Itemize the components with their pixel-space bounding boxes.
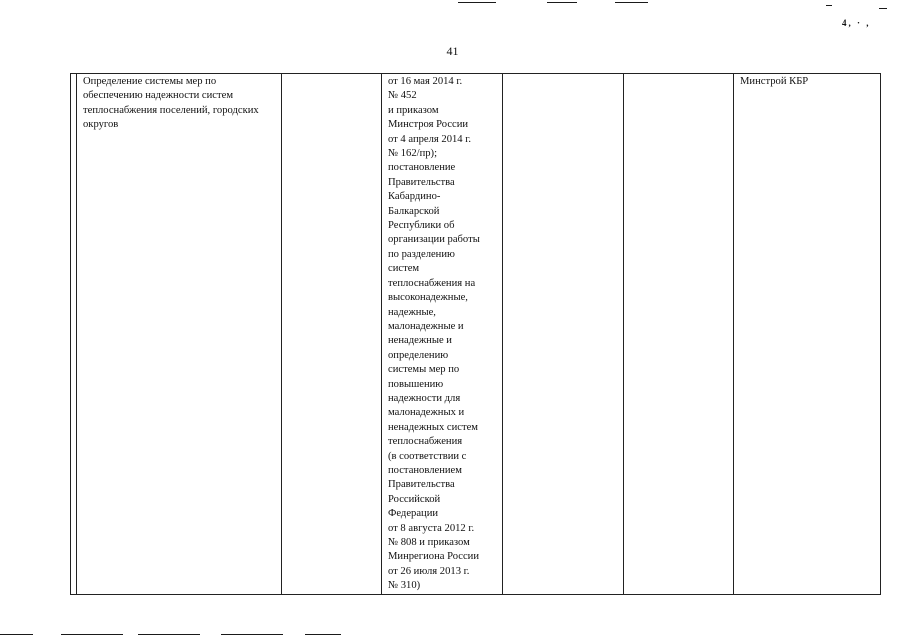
legal-basis-line: от 16 мая 2014 г. <box>388 76 463 87</box>
scan-line-top-4 <box>826 5 832 6</box>
scan-line-bottom-3 <box>138 634 200 635</box>
scan-line-bottom-4 <box>221 634 283 635</box>
legal-basis-line: (в соответствии с <box>388 450 467 462</box>
scan-line-top-2 <box>547 2 577 3</box>
legal-basis-line: ненадежных систем <box>388 421 478 433</box>
legal-basis-line: № 162/пр); <box>388 148 438 160</box>
legal-basis-line: Российской <box>388 493 441 505</box>
legal-basis-line: Правительства <box>388 176 455 188</box>
legal-basis-line: Балкарской <box>388 205 440 217</box>
legal-basis-line: надежности для <box>388 392 461 404</box>
legal-basis-line: малонадежных и <box>388 407 465 419</box>
scan-line-top-1 <box>458 2 496 3</box>
legal-basis-line: теплоснабжения <box>388 436 463 448</box>
measure-line: Определение системы мер по <box>83 76 217 87</box>
legal-basis-line: высоконадежные, <box>388 292 468 304</box>
legal-basis-line: ненадежные и <box>388 335 452 347</box>
legal-basis-line: и приказом <box>388 104 439 116</box>
legal-basis-text <box>388 75 498 594</box>
legal-basis-line: № 310) <box>388 580 421 592</box>
legal-basis-line: организации работы <box>388 234 480 246</box>
measure-line: округов <box>83 119 119 131</box>
legal-basis-line: системы мер по <box>388 364 460 376</box>
legal-basis-line: Минрегиона России <box>388 551 480 563</box>
legal-basis-line: по разделению <box>388 248 455 260</box>
legal-basis-line: от 4 апреля 2014 г. <box>388 133 472 145</box>
legal-basis-line: определению <box>388 349 449 361</box>
empty-cell <box>503 74 624 595</box>
table-row <box>71 74 881 595</box>
legal-basis-line: Республики об <box>388 220 455 232</box>
legal-basis-line: Минстроя России <box>388 119 469 131</box>
measure-line: теплоснабжения поселений, городских <box>83 104 259 116</box>
document-table <box>70 73 881 595</box>
scan-line-top-3 <box>615 2 648 3</box>
legal-basis-line: постановлением <box>388 464 462 476</box>
page-number: 41 <box>446 44 459 58</box>
legal-basis-line: систем <box>388 263 420 275</box>
legal-basis-line: № 452 <box>388 90 417 102</box>
legal-basis-line: от 8 августа 2012 г. <box>388 522 475 534</box>
responsible-text: Минстрой КБР <box>740 76 809 87</box>
scan-line-top-5 <box>879 8 887 9</box>
empty-cell <box>624 74 734 595</box>
scan-line-bottom-1 <box>0 634 33 635</box>
legal-basis-line: Правительства <box>388 479 455 491</box>
scan-line-bottom-2 <box>61 634 123 635</box>
legal-basis-line: повышению <box>388 378 444 390</box>
legal-basis-line: Кабардино- <box>388 191 441 203</box>
empty-cell <box>282 74 382 595</box>
responsible-cell <box>734 74 881 595</box>
legal-basis-line: теплоснабжения на <box>388 277 476 289</box>
legal-basis-line: Федерации <box>388 508 439 520</box>
legal-basis-line: надежные, <box>388 306 436 318</box>
legal-basis-line: малонадежные и <box>388 320 464 332</box>
scan-line-bottom-5 <box>305 634 341 635</box>
corner-marks: 4, · , <box>842 18 871 28</box>
measure-line: обеспечению надежности систем <box>83 90 234 102</box>
legal-basis-cell <box>382 74 503 595</box>
legal-basis-line: № 808 и приказом <box>388 537 470 548</box>
measure-cell <box>77 74 282 595</box>
legal-basis-line: постановление <box>388 162 456 174</box>
measure-text <box>83 75 277 133</box>
legal-basis-line: от 26 июля 2013 г. <box>388 565 470 577</box>
